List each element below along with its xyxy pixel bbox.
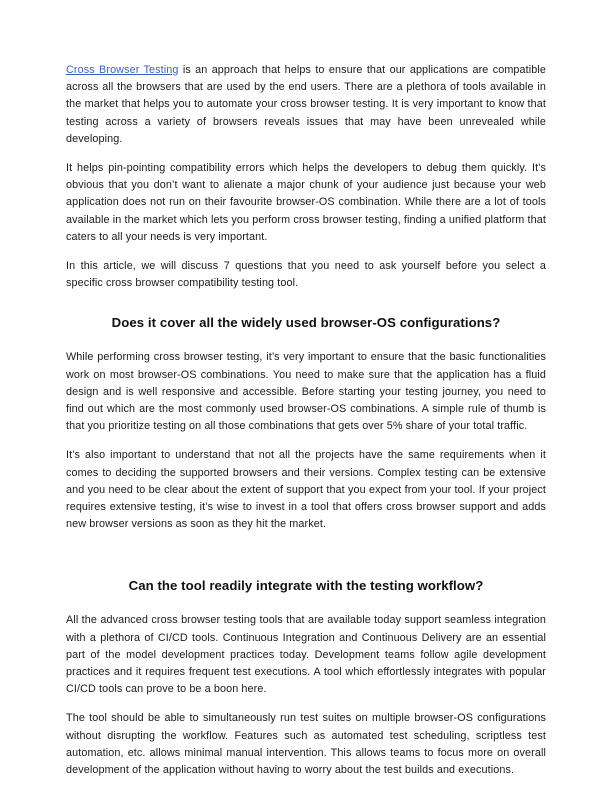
paragraph-parallel-test-suites: The tool should be able to simultaneously run test suites on multiple browser-OS configurations without disrupting the workflow. Features such as automated test scheduling, scriptless test automation, etc. allows minimal manual intervention. This allows teams to focus more on overall development of the application without having to worry about the test builds and executions. xyxy=(66,712,546,777)
section-spacer xyxy=(66,545,546,555)
document-content-area xyxy=(66,62,546,779)
paragraph-intro-text: is an approach that helps to ensure that our applications are compatible across all the browsers that are used by the end users. There are a plethora of tools available in the market that helps you to automate your cross browser testing. It is very important to know that testing across a variety of browsers reveals issues that may have been unrevealed while developing. xyxy=(66,64,547,145)
paragraph-compatibility-errors: It helps pin-pointing compatibility errors which helps the developers to debug them quickly. It’s obvious that you don’t want to alienate a major chunk of your audience just because your web application does not run on their favourite browser-OS combination. While there are a lot of tools available in the market which lets you perform cross browser testing, finding a unified platform that caters to all your needs is very important. xyxy=(66,162,546,243)
paragraph-project-requirements: It’s also important to understand that not all the projects have the same requirements when it comes to deciding the supported browsers and their versions. Complex testing can be extensive and you need to be clear about the extent of support that you expect from your tool. If your project requires extensive testing, it’s wise to invest in a tool that offers cross browser support and adds new browser versions as soon as they hit the market. xyxy=(66,449,546,531)
cross-browser-testing-link[interactable]: Cross Browser Testing xyxy=(66,64,179,76)
paragraph-intro xyxy=(66,62,546,148)
paragraph-cicd-integration: All the advanced cross browser testing tools that are available today support seamless integration with a plethora of CI/CD tools. Continuous Integration and Continuous Delivery are an essential part of the model development practices today. Development teams follow agile development practices and it requires frequent test executions. A tool which effortlessly integrates with popular CI/CD tools can prove to be a boon here. xyxy=(66,614,546,696)
heading-browser-os-configurations: Does it cover all the widely used browser-OS configurations? xyxy=(111,315,501,331)
heading-testing-workflow-integration: Can the tool readily integrate with the testing workflow? xyxy=(128,578,484,594)
paragraph-basic-functionalities: While performing cross browser testing, it’s very important to ensure that the basic functionalities work on most browser-OS combinations. You need to make sure that the application has a fluid design and is well responsive and accessible. Before starting your testing journey, you need to find out which are the most commonly used browser-OS combinations. A simple rule of thumb is that you prioritize testing on all those combinations that gets over 5% share of your total traffic. xyxy=(66,351,546,433)
paragraph-article-overview: In this article, we will discuss 7 questions that you need to ask yourself before you select a specific cross browser compatibility testing tool. xyxy=(66,260,546,290)
